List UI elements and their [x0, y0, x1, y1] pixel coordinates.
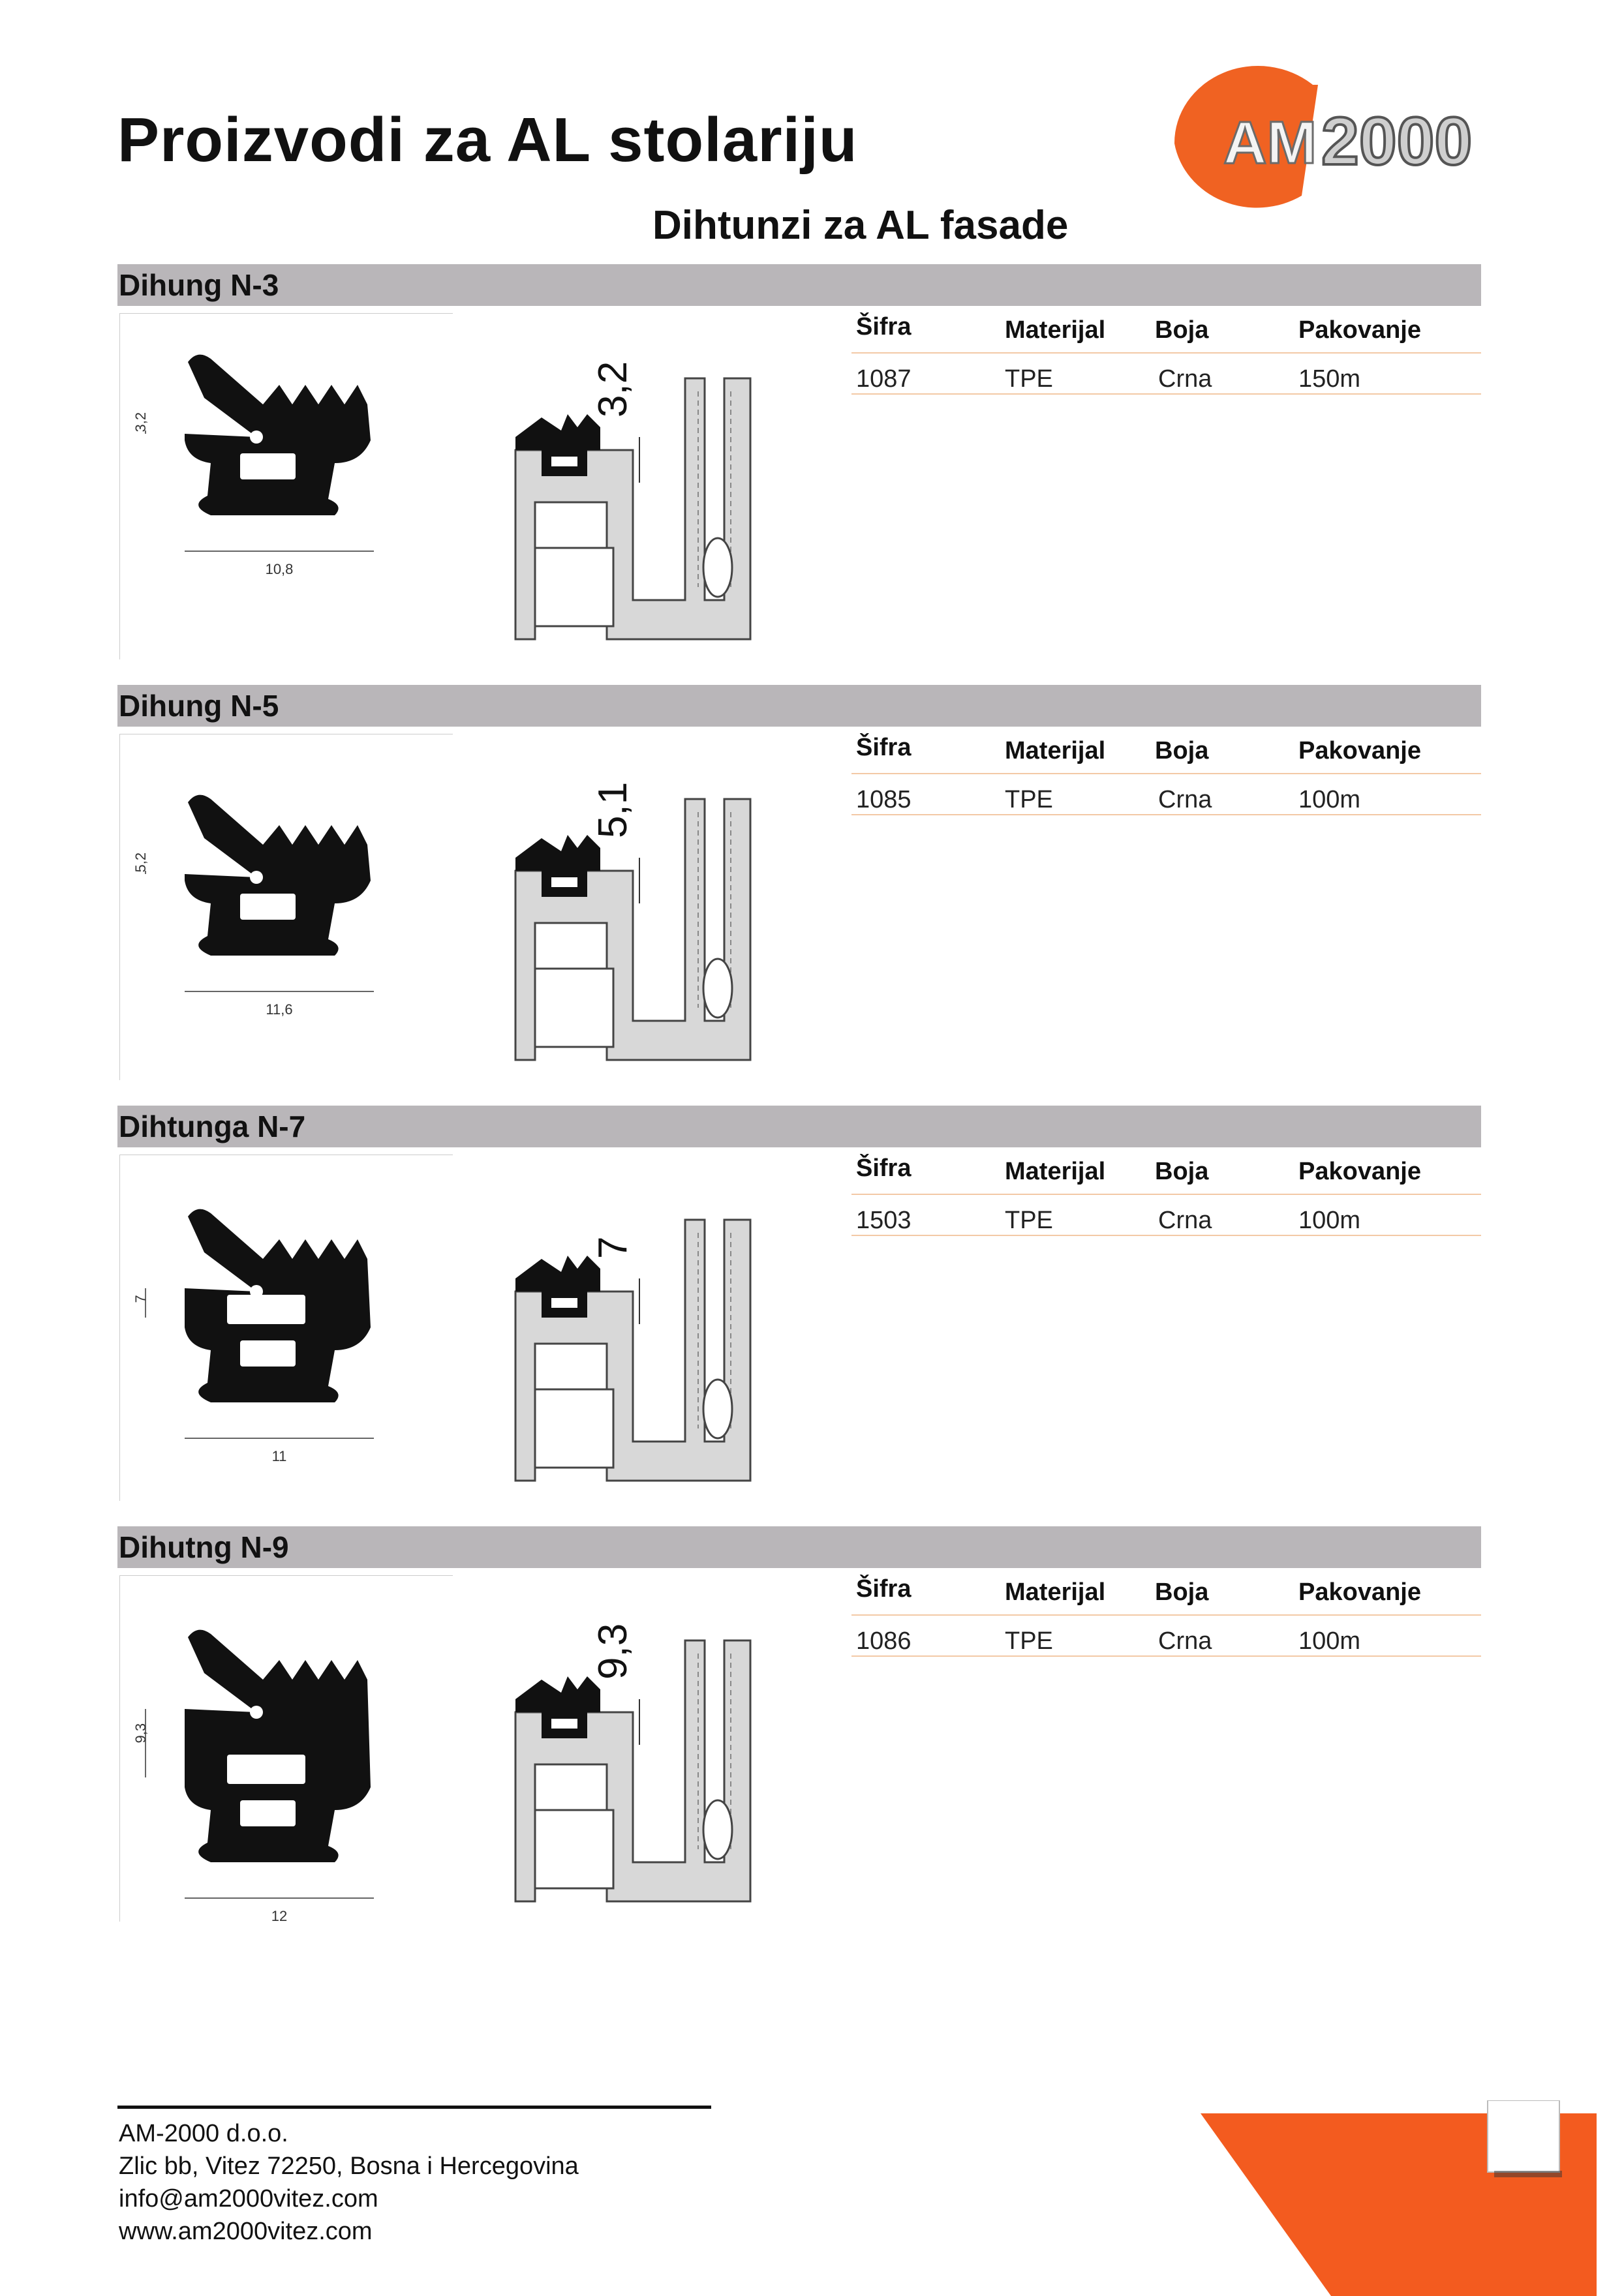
- header-packaging: Pakovanje: [1298, 737, 1421, 764]
- orange-corner-decoration: [1201, 2100, 1624, 2296]
- footer-address: Zlic bb, Vitez 72250, Bosna i Hercegovina: [119, 2152, 579, 2180]
- width-dimension-label: 12: [271, 1908, 288, 1921]
- header-code: Šifra: [856, 1575, 912, 1603]
- cell-material: TPE: [1005, 786, 1053, 813]
- cell-color: Crna: [1158, 1627, 1212, 1655]
- gasket-profile-drawing: [119, 1575, 452, 1921]
- gasket-profile-drawing: [119, 734, 452, 1080]
- height-dimension-label: 7: [132, 1295, 149, 1303]
- header-code: Šifra: [856, 313, 912, 340]
- page-subtitle: Dihtunzi za AL fasade: [652, 203, 1069, 248]
- header-color: Boja: [1155, 316, 1209, 344]
- section-title: Dihutng N-9: [119, 1530, 289, 1564]
- cell-code: 1086: [856, 1627, 912, 1655]
- header-color: Boja: [1155, 1578, 1209, 1606]
- table-row-rule: [851, 393, 1481, 395]
- height-dimension-label: 9,3: [132, 1723, 149, 1744]
- footer-email[interactable]: info@am2000vitez.com: [119, 2185, 378, 2213]
- logo-year-text: 2000: [1321, 104, 1473, 179]
- cell-color: Crna: [1158, 1207, 1212, 1234]
- header-code: Šifra: [856, 1155, 912, 1182]
- table-row-rule: [851, 814, 1481, 815]
- cell-code: 1085: [856, 786, 912, 813]
- page-title: Proizvodi za AL stolariju: [117, 105, 858, 175]
- installation-drawing: [502, 352, 803, 646]
- header-packaging: Pakovanje: [1298, 316, 1421, 344]
- footer-company: AM-2000 d.o.o.: [119, 2120, 288, 2147]
- cell-material: TPE: [1005, 365, 1053, 393]
- installation-drawing: [502, 1194, 803, 1487]
- cell-material: TPE: [1005, 1627, 1053, 1655]
- installation-drawing: [502, 773, 803, 1066]
- cell-packaging: 100m: [1298, 786, 1361, 813]
- cell-code: 1503: [856, 1207, 912, 1234]
- header-packaging: Pakovanje: [1298, 1158, 1421, 1185]
- cell-code: 1087: [856, 365, 912, 393]
- gasket-profile-drawing: [119, 1155, 452, 1500]
- install-dimension-label: 3,2: [590, 361, 636, 417]
- table-header-rule: [851, 773, 1481, 774]
- footer-website[interactable]: www.am2000vitez.com: [119, 2218, 373, 2245]
- header-material: Materijal: [1005, 737, 1106, 764]
- cell-material: TPE: [1005, 1207, 1053, 1234]
- cell-packaging: 100m: [1298, 1627, 1361, 1655]
- header-color: Boja: [1155, 1158, 1209, 1185]
- table-row-rule: [851, 1655, 1481, 1657]
- width-dimension-label: 11: [271, 1448, 287, 1464]
- company-logo: [1161, 65, 1527, 215]
- height-dimension-label: 3,2: [132, 412, 149, 432]
- section-header-bar: [117, 264, 1481, 306]
- footer-divider: [117, 2106, 711, 2109]
- installation-drawing: [502, 1614, 803, 1908]
- width-dimension-label: 10,8: [265, 561, 294, 577]
- header-packaging: Pakovanje: [1298, 1578, 1421, 1606]
- section-header-bar: [117, 685, 1481, 727]
- height-dimension-label: 5,2: [132, 852, 149, 873]
- gasket-profile-drawing: [119, 313, 452, 659]
- section-title: Dihung N-5: [119, 689, 279, 723]
- cell-packaging: 100m: [1298, 1207, 1361, 1234]
- header-material: Materijal: [1005, 1158, 1106, 1185]
- section-header-bar: [117, 1106, 1481, 1147]
- header-material: Materijal: [1005, 1578, 1106, 1606]
- logo-am-text: AM: [1223, 110, 1317, 176]
- table-header-rule: [851, 1614, 1481, 1616]
- install-dimension-label: 9,3: [590, 1623, 636, 1680]
- table-header-rule: [851, 1194, 1481, 1195]
- install-dimension-label: 7: [590, 1236, 636, 1259]
- cell-color: Crna: [1158, 365, 1212, 393]
- cell-color: Crna: [1158, 786, 1212, 813]
- section-header-bar: [117, 1526, 1481, 1568]
- width-dimension-label: 11,6: [266, 1001, 293, 1018]
- table-header-rule: [851, 352, 1481, 354]
- header-material: Materijal: [1005, 316, 1106, 344]
- cell-packaging: 150m: [1298, 365, 1361, 393]
- install-dimension-label: 5,1: [590, 781, 636, 838]
- section-title: Dihtunga N-7: [119, 1110, 306, 1143]
- header-color: Boja: [1155, 737, 1209, 764]
- table-row-rule: [851, 1235, 1481, 1236]
- header-code: Šifra: [856, 734, 912, 761]
- section-title: Dihung N-3: [119, 268, 279, 302]
